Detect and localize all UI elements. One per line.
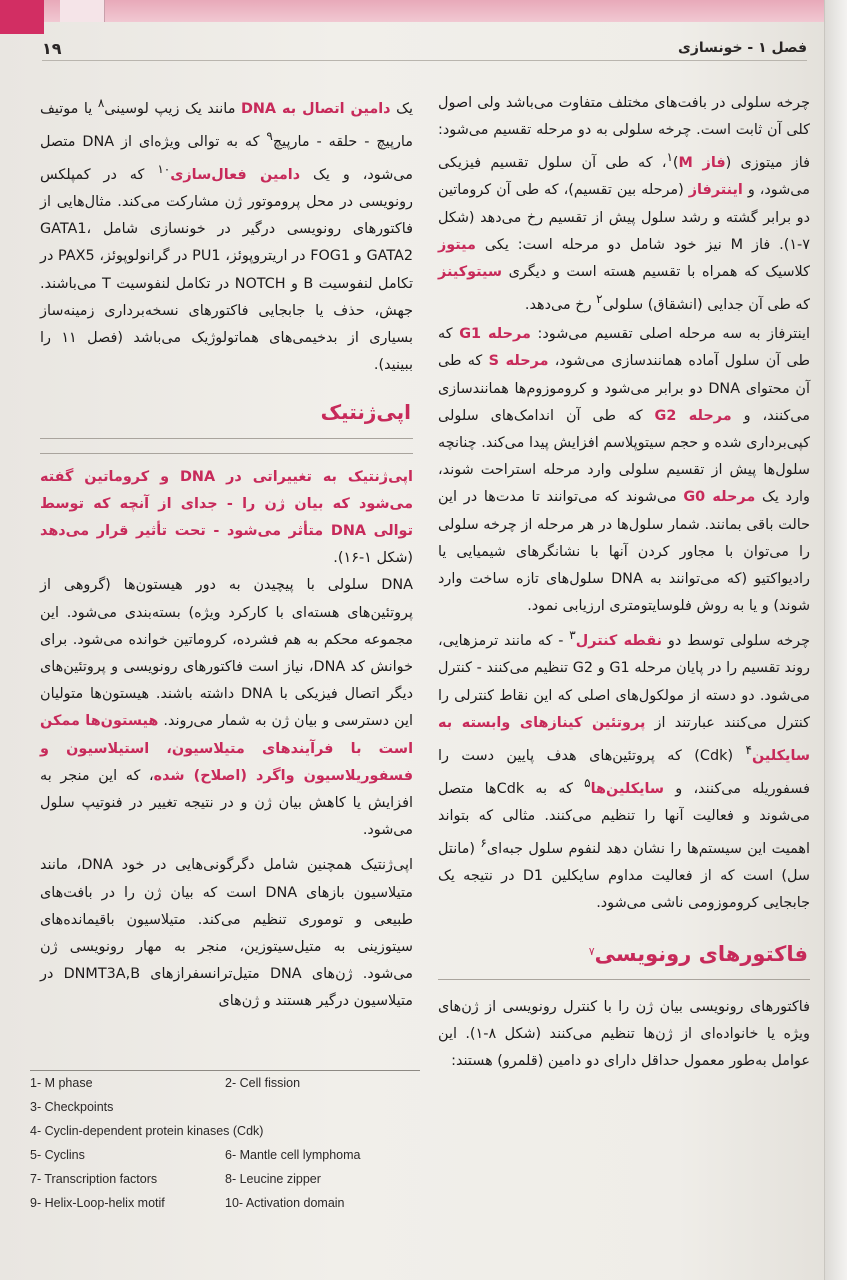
right-column bbox=[438, 90, 810, 1075]
paragraph-interphase: اینترفاز به سه مرحله اصلی تقسیم می‌شود: مرحله G1 که طی آن سلول آماده همانندسازی می‌شود، مرحله S که طی آن محتوای DNA دو برابر می‌شود و کروموزوم‌ها همانندسازی می‌کنند، و مرحله G2 که طی آن اندامک‌های سلولی کپی‌برداری شده و حجم سیتوپلاسم افزایش پیدا می‌کند. چنانچه سلول‌ها پیش از تقسیم سلولی وارد مرحله استراحت شوند، وارد یک مرحله G0 می‌شوند که می‌توانند تا مدت‌ها در این حالت باقی بمانند. شمار سلول‌ها در هر مرحله از چرخه سلولی را می‌توان با مجاور کردن آنها با نشانگرهای شیمیایی یا رادیواکتیو (که می‌توانند به DNA سلول‌های تازه ساخت وارد شوند) و یا به روش فلوسایتومتری ارزیابی نمود. bbox=[438, 326, 810, 615]
footnote-row bbox=[30, 1143, 420, 1167]
section-heading-epigenetics: اپی‌ژنتیک bbox=[40, 393, 413, 438]
footnote-row bbox=[30, 1071, 420, 1095]
paragraph-histones: DNA سلولی با پیچیدن به دور هیستون‌ها (گروهی از پروتئین‌های هسته‌ای با کارکرد ویژه) بسته‌بندی می‌شود. این مجموعه محکم به هم فشرده، کروماتین خوانده می‌شود. برای خوانش کد DNA، نیاز است فاکتورهای رونویسی و پروتئین‌های دیگر اتصال فیزیکی با DNA داشته باشند. هیستون‌ها متولیان این دسترسی و بیان ژن به شمار می‌روند. هیستون‌ها ممکن است با فرآیندهای متیلاسیون، استیلاسیون و فسفوریلاسیون واگرد (اصلاح) شده، که این منجر به افزایش یا کاهش بیان ژن و در نتیجه تغییر در فنوتیپ سلول می‌شود. bbox=[40, 577, 413, 839]
footnote: 6- Mantle cell lymphoma bbox=[225, 1148, 361, 1162]
footnote: 5- Cyclins bbox=[30, 1148, 85, 1162]
chapter-color-tab bbox=[0, 0, 44, 34]
footnote-row bbox=[30, 1119, 420, 1143]
page-header bbox=[42, 36, 807, 61]
paragraph-cell-cycle: چرخه سلولی در بافت‌های مختلف متفاوت می‌باشد ولی اصول کلی آن ثابت است. چرخه سلولی به دو مرحله تقسیم می‌شود: فاز میتوزی (فاز M)$^۱$، که طی آن سلول تقسیم فیزیکی می‌شود، و اینترفاز (مرحله بین تقسیم)، که طی آن کروماتین دو برابر گشته و رشد سلول پیش از تقسیم رخ می‌دهد (شکل ۷-۱). فاز M نیز خود شامل دو مرحله است: یکی میتوز کلاسیک که همراه با تقسیم هسته است و دیگری سیتوکینز که طی آن جدایی (انشقاق) سلولی$^۲$ رخ می‌دهد. bbox=[438, 95, 810, 314]
top-tab-marker bbox=[60, 0, 105, 22]
footnote: 1- M phase bbox=[30, 1076, 93, 1090]
left-column bbox=[40, 90, 413, 1016]
epigenetics-definition: اپی‌ژنتیک به تغییراتی در DNA و کروماتین گفته می‌شود که بیان ژن را - جدای از آنچه که توسط توالی DNA متأثر می‌شود - تحت تأثیر قرار می‌دهد (شکل ۱-۱۶). bbox=[40, 453, 413, 573]
footnote: 2- Cell fission bbox=[225, 1076, 301, 1090]
footnote-row bbox=[30, 1095, 420, 1119]
footnote: 8- Leucine zipper bbox=[225, 1172, 321, 1186]
footnote: 10- Activation domain bbox=[225, 1196, 345, 1210]
footnote-row bbox=[30, 1167, 420, 1191]
section-heading-transcription-factors: فاکتورهای رونویسی$^۷$ bbox=[438, 932, 810, 980]
paragraph-dna-methylation: اپی‌ژنتیک همچنین شامل دگرگونی‌هایی در خود DNA، مانند متیلاسیون بازهای DNA است که بیان ژن را در بافت‌های طبیعی و توموری تنظیم می‌کند. متیلاسیون باقیمانده‌های سیتوزینی به متیل‌سیتوزین، منجر به مهار رونویسی ژن می‌شود. ژن‌های DNA متیل‌ترانسفرازهای DNMT3A,B در متیلاسیون درگیر هستند و ژن‌های bbox=[40, 857, 413, 1010]
chapter-title: فصل ۱ - خونسازی bbox=[678, 40, 807, 56]
footnote: 4- Cyclin-dependent protein kinases (Cdk) bbox=[30, 1124, 264, 1138]
footnote: 7- Transcription factors bbox=[30, 1172, 158, 1186]
footnotes bbox=[30, 1070, 420, 1215]
footnote: 9- Helix-Loop-helix motif bbox=[30, 1196, 165, 1210]
footnote: 3- Checkpoints bbox=[30, 1100, 114, 1114]
paragraph-transcription-factors: فاکتورهای رونویسی بیان ژن را با کنترل رونویسی از ژن‌های ویژه یا خانواده‌ای از ژن‌ها تنظیم می‌کنند (شکل ۸-۱). این عوامل به‌طور معمول حداقل دارای دو دامین (قلمرو) هستند: bbox=[438, 998, 810, 1070]
top-color-band bbox=[0, 0, 847, 22]
paragraph-dna-binding: یک دامین اتصال به DNA مانند یک زیپ لوسینی$^۸$ یا موتیف مارپیچ - حلقه - مارپیچ$^۹$ که به توالی ویژه‌ای از DNA متصل می‌شود، و یک دامین فعال‌سازی$^{۱۰}$ که در کمپلکس رونویسی در محل پروموتور ژن مشارکت می‌کند. مثال‌هایی از فاکتورهای رونویسی درگیر در خونسازی شامل GATA1، GATA2 و FOG1 در اریتروپوئز، PU1 در گرانولوپوئز، PAX5 در تکامل لنفوسیت B و NOTCH در تکامل لنفوسیت T می‌باشند. جهش، حذف یا جابجایی فاکتورهای نسخه‌برداری زمینه‌ساز بسیاری از بدخیمی‌های هماتولوژیک می‌باشد (فصل ۱۱ را ببینید). bbox=[40, 96, 413, 374]
page-number: ۱۹ bbox=[42, 38, 62, 58]
footnote-row bbox=[30, 1191, 420, 1215]
page-edge bbox=[824, 0, 847, 1280]
paragraph-checkpoints: چرخه سلولی توسط دو نقطه کنترل$^۳$ - که مانند ترمزهایی، روند تقسیم را در پایان مرحله G1 و G2 تنظیم می‌کنند - کنترل می‌شود. دو دسته از مولکول‌های اصلی که این نقاط کنترلی را کنترل می‌کنند عبارتند از پروتئین کینازهای وابسته به سایکلین$^۴$ (Cdk) که پروتئین‌های هدف پایین دست را فسفوریله می‌کنند، و سایکلین‌ها$^۵$ که به Cdkها متصل می‌شوند و فعالیت آنها را تنظیم می‌کنند. مثالی که بتواند اهمیت این سیستم‌ها را نشان دهد لنفوم سلول جبه‌ای$^۶$ (مانتل سل) است که از فعالیت مداوم سایکلین D1 در نتیجه یک جابجایی کروموزومی ناشی می‌شود. bbox=[438, 628, 811, 912]
